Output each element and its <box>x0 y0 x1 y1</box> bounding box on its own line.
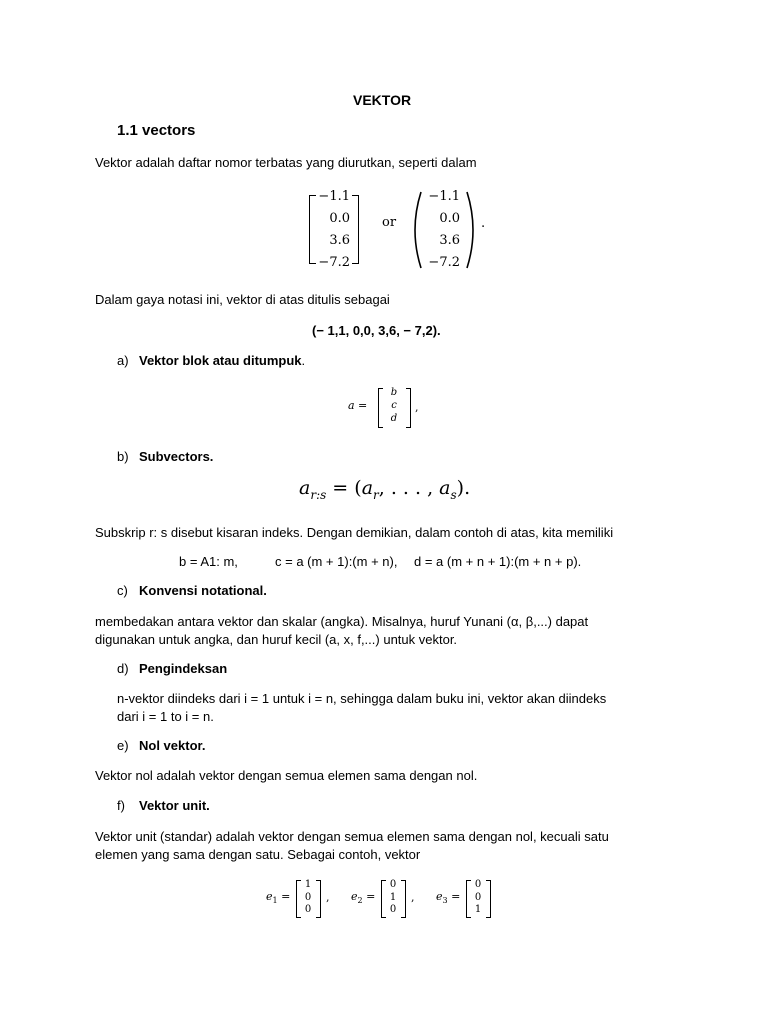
section-heading: 1.1 vectors <box>117 122 196 139</box>
indexing-line-1: n-vektor diindeks dari i = 1 untuk i = n, sehingga dalam buku ini, vektor akan diindeks <box>117 691 607 706</box>
item-d-label: Pengindeksan <box>139 661 228 676</box>
notation-paragraph: Dalam gaya notasi ini, vektor di atas ditulis sebagai <box>95 292 390 307</box>
unit-vector-e3-entries: 0 0 1 <box>474 879 482 915</box>
block-trailing-comma: , <box>415 401 419 414</box>
unit-vector-e1-lhs: $e_1$ = <box>266 890 291 906</box>
unit-vector-e2-entries: 0 1 0 <box>389 879 397 915</box>
unit-e2-right-bracket <box>401 880 406 918</box>
item-e-label: Nol vektor. <box>139 738 206 753</box>
block-right-bracket <box>406 388 411 428</box>
item-f-label: Vektor unit. <box>139 798 210 813</box>
item-a-heading <box>139 352 305 370</box>
item-e-marker: e) <box>117 738 129 753</box>
item-c-label: Konvensi notational. <box>139 583 267 598</box>
indexing-line-2: dari i = 1 to i = n. <box>117 709 214 724</box>
subscript-eq-b: b = A1: m, <box>179 554 238 569</box>
unit-vector-e2-lhs: $e_2$ = <box>351 890 376 906</box>
block-vector-lhs: a = <box>348 399 368 412</box>
item-a-label: Vektor blok atau ditumpuk <box>139 353 302 368</box>
unit-e1-right-bracket <box>316 880 321 918</box>
page-title: VEKTOR <box>353 92 412 108</box>
unit-e3-left-bracket <box>466 880 471 918</box>
item-b-marker: b) <box>117 449 129 464</box>
paren-vector-entries: −1.1 0.0 3.6 −7.2 <box>428 189 460 270</box>
unit-e2-left-bracket <box>381 880 386 918</box>
block-left-bracket <box>378 388 383 428</box>
item-a-suffix: . <box>301 353 306 368</box>
subscript-eq-d: d = a (m + n + 1):(m + n + p). <box>414 554 582 569</box>
unit-e1-comma: , <box>326 891 330 904</box>
subscript-eq-c: c = a (m + 1):(m + n), <box>275 554 398 569</box>
unit-line-2: elemen yang sama dengan satu. Sebagai contoh, vektor <box>95 847 421 862</box>
unit-e1-left-bracket <box>296 880 301 918</box>
bracket-vector-entries: −1.1 0.0 3.6 −7.2 <box>318 189 350 270</box>
unit-e3-right-bracket <box>486 880 491 918</box>
convention-line-2: digunakan untuk angka, dan huruf kecil (a, x, f,...) untuk vektor. <box>95 632 458 647</box>
right-square-bracket <box>352 195 359 264</box>
subvector-formula: $a_{r:s} = (a_r$, . . . , $a_s$). <box>299 477 471 502</box>
intro-paragraph: Vektor adalah daftar nomor terbatas yang diurutkan, seperti dalam <box>95 155 477 170</box>
left-parenthesis <box>408 190 424 270</box>
unit-vector-e1-entries: 1 0 0 <box>304 879 312 915</box>
subscript-paragraph: Subskrip r: s disebut kisaran indeks. Dengan demikian, dalam contoh di atas, kita memiliki <box>95 525 614 540</box>
item-c-marker: c) <box>117 583 128 598</box>
item-f-marker: f) <box>117 798 125 813</box>
notation-formula: (− 1,1, 0,0, 3,6, − 7,2). <box>312 323 441 338</box>
example-trailing-dot: . <box>481 216 486 231</box>
unit-e2-comma: , <box>411 891 415 904</box>
item-d-marker: d) <box>117 661 129 676</box>
unit-line-1: Vektor unit (standar) adalah vektor dengan semua elemen sama dengan nol, kecuali satu <box>95 829 609 844</box>
zero-vector-paragraph: Vektor nol adalah vektor dengan semua elemen sama dengan nol. <box>95 768 478 783</box>
item-b-label: Subvectors. <box>139 449 214 464</box>
block-vector-entries: b c d <box>390 387 398 424</box>
item-a-marker: a) <box>117 353 129 368</box>
unit-vector-e3-lhs: $e_3$ = <box>436 890 461 906</box>
right-parenthesis <box>464 190 480 270</box>
or-word: or <box>382 215 397 230</box>
convention-line-1: membedakan antara vektor dan skalar (angka). Misalnya, huruf Yunani (α, β,...) dapat <box>95 614 589 629</box>
left-square-bracket <box>309 195 316 264</box>
